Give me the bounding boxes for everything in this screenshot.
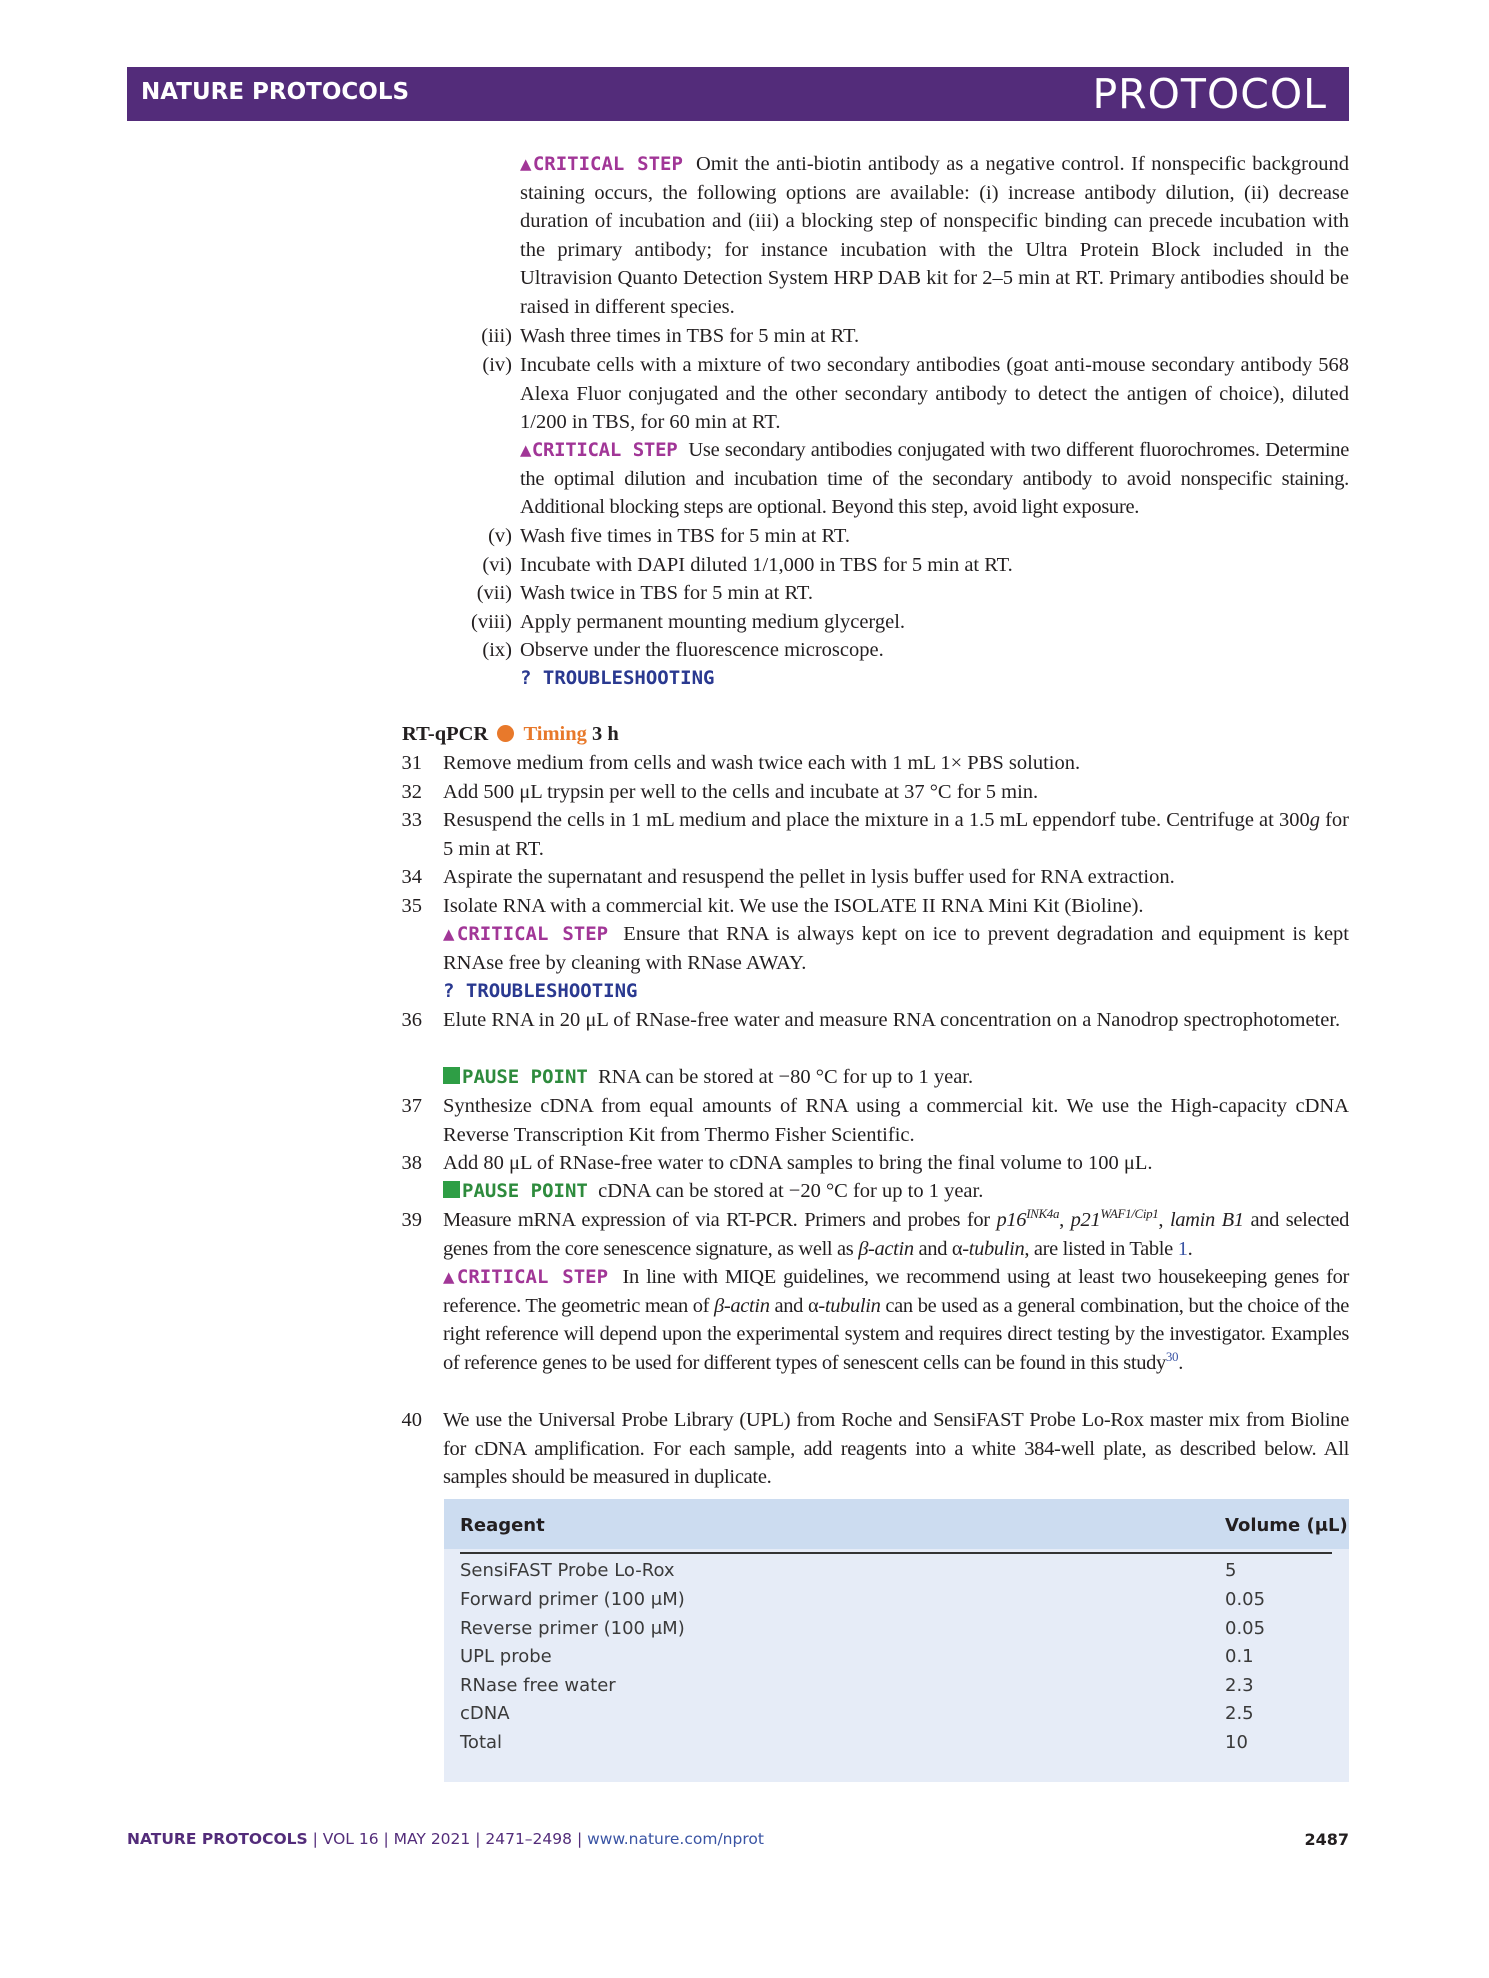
pause-point-note: PAUSE POINT RNA can be stored at −80 °C for up to 1 year. xyxy=(443,1063,1349,1092)
page-footer: NATURE PROTOCOLS | VOL 16 | MAY 2021 | 2471–2498 | www.nature.com/nprot xyxy=(127,1830,764,1848)
substep-text: Incubate with DAPI diluted 1/1,000 in TBS for 5 min at RT. xyxy=(520,554,1013,576)
table-reference-link[interactable]: 1 xyxy=(1177,1237,1188,1260)
step-text: Aspirate the supernatant and resuspend the pellet in lysis buffer used for RNA extraction. xyxy=(443,866,1175,888)
critical-step-label: ▲CRITICAL STEP xyxy=(443,923,609,945)
substep-number: (vii) xyxy=(476,582,512,604)
footer-pages: 2471–2498 xyxy=(485,1830,573,1848)
critical-step-note: ▲CRITICAL STEP Ensure that RNA is always kept on ice to prevent degradation and equipment is kept RNAse free by cleaning with RNase AWAY. xyxy=(443,923,1349,974)
step-text: Remove medium from cells and wash twice each with 1 mL 1× PBS solution. xyxy=(443,752,1081,774)
critical-step-note: ▲CRITICAL STEP In line with MIQE guidelines, we recommend using at least two housekeeping genes for reference. The geometric mean of β-actin and α-tubulin can be used as a general combination, but the choice of the right reference will depend upon the experimental system and requires direct testing by the investigator. Examples of reference genes to be used for different types of senescent cells can be found in this study$^{30}$. xyxy=(443,1266,1350,1374)
table-row-reagent: Forward primer (100 μM) xyxy=(460,1589,685,1610)
step-number: 40 xyxy=(401,1409,422,1431)
substep-text: Wash twice in TBS for 5 min at RT. xyxy=(520,582,814,604)
step-number: 39 xyxy=(401,1209,422,1231)
table-row-volume: 10 xyxy=(1225,1732,1248,1753)
journal-name: NATURE PROTOCOLS xyxy=(141,79,410,105)
table-row-volume: 2.3 xyxy=(1225,1675,1254,1696)
step-text: Add 500 μL trypsin per well to the cells and incubate at 37 °C for 5 min. xyxy=(443,781,1039,803)
footer-volume: VOL 16 xyxy=(322,1830,379,1848)
critical-step-label: ▲CRITICAL STEP xyxy=(443,1266,609,1288)
troubleshooting-link[interactable]: ? TROUBLESHOOTING xyxy=(443,980,638,1002)
table-row-volume: 0.1 xyxy=(1225,1646,1254,1667)
critical-step-note: ▲CRITICAL STEP Omit the anti-biotin antibody as a negative control. If nonspecific background staining occurs, the following options are available: (i) increase antibody dilution, (ii) decrease duration of incubation and (iii) a blocking step of nonspecific binding can precede incubation with the primary antibody; for instance incubation with the Ultra Protein Block included in the Ultravision Quanto Detection System HRP DAB kit for 2–5 min at RT. Primary antibodies should be raised in different species. xyxy=(520,153,1350,318)
pause-point-icon xyxy=(443,1067,460,1084)
column-header-reagent: Reagent xyxy=(460,1515,545,1536)
step-text: Measure mRNA expression of via RT-PCR. Primers and probes for $p16^{INK4a}$, $p21^{WAF1/Cip1}$, lamin B1 and selected genes from the core senescence signature, as well as β-actin and α-tubulin, are listed in Table 1. xyxy=(443,1206,1349,1260)
substep-number: (iv) xyxy=(482,354,512,376)
substep-text: Wash five times in TBS for 5 min at RT. xyxy=(520,525,851,547)
table-row-volume: 0.05 xyxy=(1225,1589,1266,1610)
table-row-reagent: RNase free water xyxy=(460,1675,616,1696)
substep-number: (ix) xyxy=(482,639,512,661)
step-number: 31 xyxy=(401,752,422,774)
reagent-table xyxy=(444,1499,1349,1782)
table-row-volume: 0.05 xyxy=(1225,1618,1266,1639)
footer-date: MAY 2021 xyxy=(393,1830,471,1848)
troubleshooting-link[interactable]: ? TROUBLESHOOTING xyxy=(520,667,715,689)
timing-icon xyxy=(497,725,514,742)
table-row-volume: 2.5 xyxy=(1225,1703,1254,1724)
substep-text: Wash three times in TBS for 5 min at RT. xyxy=(520,325,860,347)
step-number: 36 xyxy=(401,1009,422,1031)
step-number: 32 xyxy=(401,781,422,803)
critical-step-label: ▲CRITICAL STEP xyxy=(520,153,683,175)
step-text: Synthesize cDNA from equal amounts of RNA using a commercial kit. We use the High-capacity cDNA Reverse Transcription Kit from Thermo Fisher Scientific. xyxy=(443,1095,1349,1146)
timing-label: Timing xyxy=(523,723,587,745)
journal-header-bar xyxy=(127,67,1349,121)
step-number: 37 xyxy=(401,1095,422,1117)
step-number: 33 xyxy=(401,809,422,831)
step-text: Isolate RNA with a commercial kit. We use the ISOLATE II RNA Mini Kit (Bioline). xyxy=(443,895,1144,917)
footer-url-link[interactable]: www.nature.com/nprot xyxy=(587,1830,764,1848)
substep-number: (vi) xyxy=(482,554,512,576)
table-row-reagent: Total xyxy=(460,1732,503,1753)
step-text: Resuspend the cells in 1 mL medium and place the mixture in a 1.5 mL eppendorf tube. Centrifuge at 300g for 5 min at RT. xyxy=(443,809,1350,860)
table-rule xyxy=(460,1552,1332,1554)
substep-text: Observe under the fluorescence microscope. xyxy=(520,639,884,661)
substep-text: Incubate cells with a mixture of two secondary antibodies (goat anti-mouse secondary antibody 568 Alexa Fluor conjugated and the other secondary antibody to detect the antigen of choice), diluted 1/200 in TBS, for 60 min at RT. xyxy=(520,354,1349,434)
citation-link[interactable]: 30 xyxy=(1165,1348,1179,1364)
substep-number: (v) xyxy=(488,525,512,547)
pause-point-icon xyxy=(443,1181,460,1198)
pause-point-note: PAUSE POINT cDNA can be stored at −20 °C for up to 1 year. xyxy=(443,1177,1349,1206)
substep-number: (viii) xyxy=(471,611,512,633)
footer-journal: NATURE PROTOCOLS xyxy=(127,1830,308,1848)
substep-text: Apply permanent mounting medium glycergel. xyxy=(520,611,906,633)
table-row-reagent: SensiFAST Probe Lo-Rox xyxy=(460,1560,675,1581)
step-number: 34 xyxy=(401,866,422,888)
timing-value: 3 h xyxy=(592,723,619,745)
step-number: 38 xyxy=(401,1152,422,1174)
table-row-reagent: UPL probe xyxy=(460,1646,552,1667)
step-text: We use the Universal Probe Library (UPL) from Roche and SensiFAST Probe Lo-Rox master mix from Bioline for cDNA amplification. For each sample, add reagents into a white 384-well plate, as described below. All samples should be measured in duplicate. xyxy=(443,1409,1349,1489)
article-type: PROTOCOL xyxy=(1092,70,1327,118)
section-heading: RT-qPCR Timing 3 h xyxy=(402,723,619,745)
table-header xyxy=(444,1499,1349,1549)
page-number: 2487 xyxy=(1304,1830,1349,1849)
column-header-volume: Volume (μL) xyxy=(1225,1515,1348,1536)
table-row-volume: 5 xyxy=(1225,1560,1237,1581)
step-text: Elute RNA in 20 μL of RNase-free water and measure RNA concentration on a Nanodrop spectrophotometer. xyxy=(443,1009,1341,1031)
substep-number: (iii) xyxy=(481,325,512,347)
step-text: Add 80 μL of RNase-free water to cDNA samples to bring the final volume to 100 μL. xyxy=(443,1152,1153,1174)
table-row-reagent: Reverse primer (100 μM) xyxy=(460,1618,685,1639)
table-row-reagent: cDNA xyxy=(460,1703,510,1724)
critical-step-label: ▲CRITICAL STEP xyxy=(520,439,678,461)
step-number: 35 xyxy=(401,895,422,917)
critical-step-note: ▲CRITICAL STEP Use secondary antibodies conjugated with two different fluorochromes. Determine the optimal dilution and incubation time of the secondary antibody to avoid nonspecific staining. Additional blocking steps are optional. Beyond this step, avoid light exposure. xyxy=(520,439,1349,519)
